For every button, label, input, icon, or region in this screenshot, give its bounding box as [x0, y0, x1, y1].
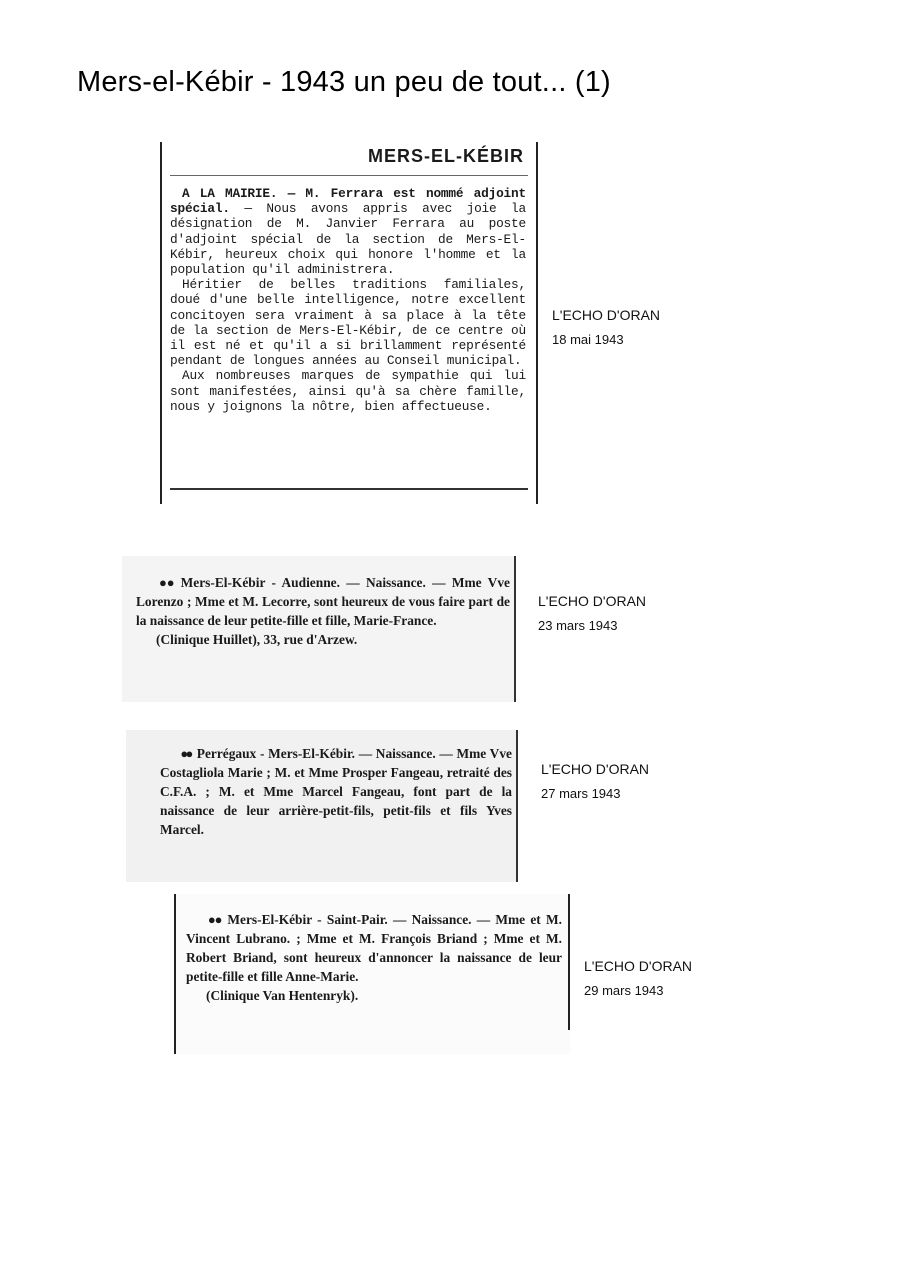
source-date: 23 mars 1943: [538, 618, 618, 633]
source-name: L'ECHO D'ORAN: [584, 958, 693, 974]
page-title: Mers-el-Kébir - 1943 un peu de tout... (1): [77, 66, 611, 98]
newspaper-clipping-audienne: [122, 556, 516, 702]
source-name: L'ECHO D'ORAN: [541, 761, 650, 777]
notice-text: Perrégaux - Mers-El-Kébir. — Naissance. — Mme Vve Costagliola Marie ; M. et Mme Prosper Fangeau, retraité des C.F.A. ; M. et Mme Marcel Fangeau, font part de la naissance de leur arrière-petit-fils, petit-fils et fils Yves Marcel.: [160, 746, 512, 837]
source-name: L'ECHO D'ORAN: [538, 593, 647, 609]
clipping-heading: MERS-EL-KÉBIR: [368, 146, 524, 166]
source-label: [541, 761, 649, 801]
notice-text-address: (Clinique Huillet), 33, rue d'Arzew.: [156, 632, 358, 647]
newspaper-clipping-saint-pair: [174, 894, 570, 1054]
column-rule-right: [514, 556, 516, 702]
column-rule-right: [536, 142, 538, 504]
notice-text: Mers-El-Kébir - Saint-Pair. — Naissance. — Mme et M. Vincent Lubrano. ; Mme et M. François Briand ; Mme et M. Robert Briand, sont heureux d'annoncer la naissance de leur petite-fille et fille Anne-Marie.: [186, 912, 562, 984]
column-rule-left: [160, 142, 162, 504]
column-rule-right: [568, 894, 570, 1030]
source-name: L'ECHO D'ORAN: [552, 307, 661, 323]
clipping-paragraph: [170, 186, 526, 277]
source-date: 29 mars 1943: [584, 983, 664, 998]
clipping-body: [170, 186, 526, 414]
bullet-icon: ●●: [180, 746, 191, 761]
clipping-paragraph: Héritier de belles traditions familiales, doué d'une belle intelligence, notre excellent concitoyen sera vraiment à sa place à la tête de la section de Mers-El-Kébir, de ce centre où il est né et qu'il a si brillamment représenté pendant de longues années au Conseil municipal.: [170, 277, 526, 369]
notice-text: Mers-El-Kébir - Audienne. — Naissance. — Mme Vve Lorenzo ; Mme et M. Lecorre, sont heureux de vous faire part de la naissance de leur petite-fille et fille, Marie-France.: [136, 575, 510, 628]
notice-text-clinic: (Clinique Van Hentenryk).: [206, 988, 359, 1003]
source-label: [584, 958, 692, 998]
newspaper-clipping-mairie: [160, 142, 538, 504]
clipping-lead: A LA MAIRIE. — M. Ferrara est nommé adjoint spécial.: [170, 186, 526, 217]
source-label: [552, 307, 660, 347]
bottom-divider: [170, 488, 528, 490]
clipping-paragraph-text: — Nous avons appris avec joie la désignation de M. Janvier Ferrara au poste d'adjoint spécial de la section de Mers-El-Kébir, heureux choix qui honore l'homme et la population qu'il administrera.: [170, 201, 526, 278]
heading-divider: [170, 175, 528, 176]
birth-notice: [160, 744, 512, 839]
source-date: 27 mars 1943: [541, 786, 621, 801]
bullet-icon: ●●: [206, 912, 222, 927]
source-label: [538, 593, 646, 633]
column-rule-right: [516, 730, 518, 882]
newspaper-clipping-perregaux: [126, 730, 518, 882]
column-rule-left: [174, 894, 176, 1054]
birth-notice: [186, 910, 562, 1005]
source-date: 18 mai 1943: [552, 332, 624, 347]
clipping-paragraph: Aux nombreuses marques de sympathie qui lui sont manifestées, ainsi qu'à sa chère famille, nous y joignons la nôtre, bien affectueuse.: [170, 368, 526, 414]
birth-notice: [136, 573, 510, 649]
bullet-icon: ●●: [156, 575, 175, 590]
